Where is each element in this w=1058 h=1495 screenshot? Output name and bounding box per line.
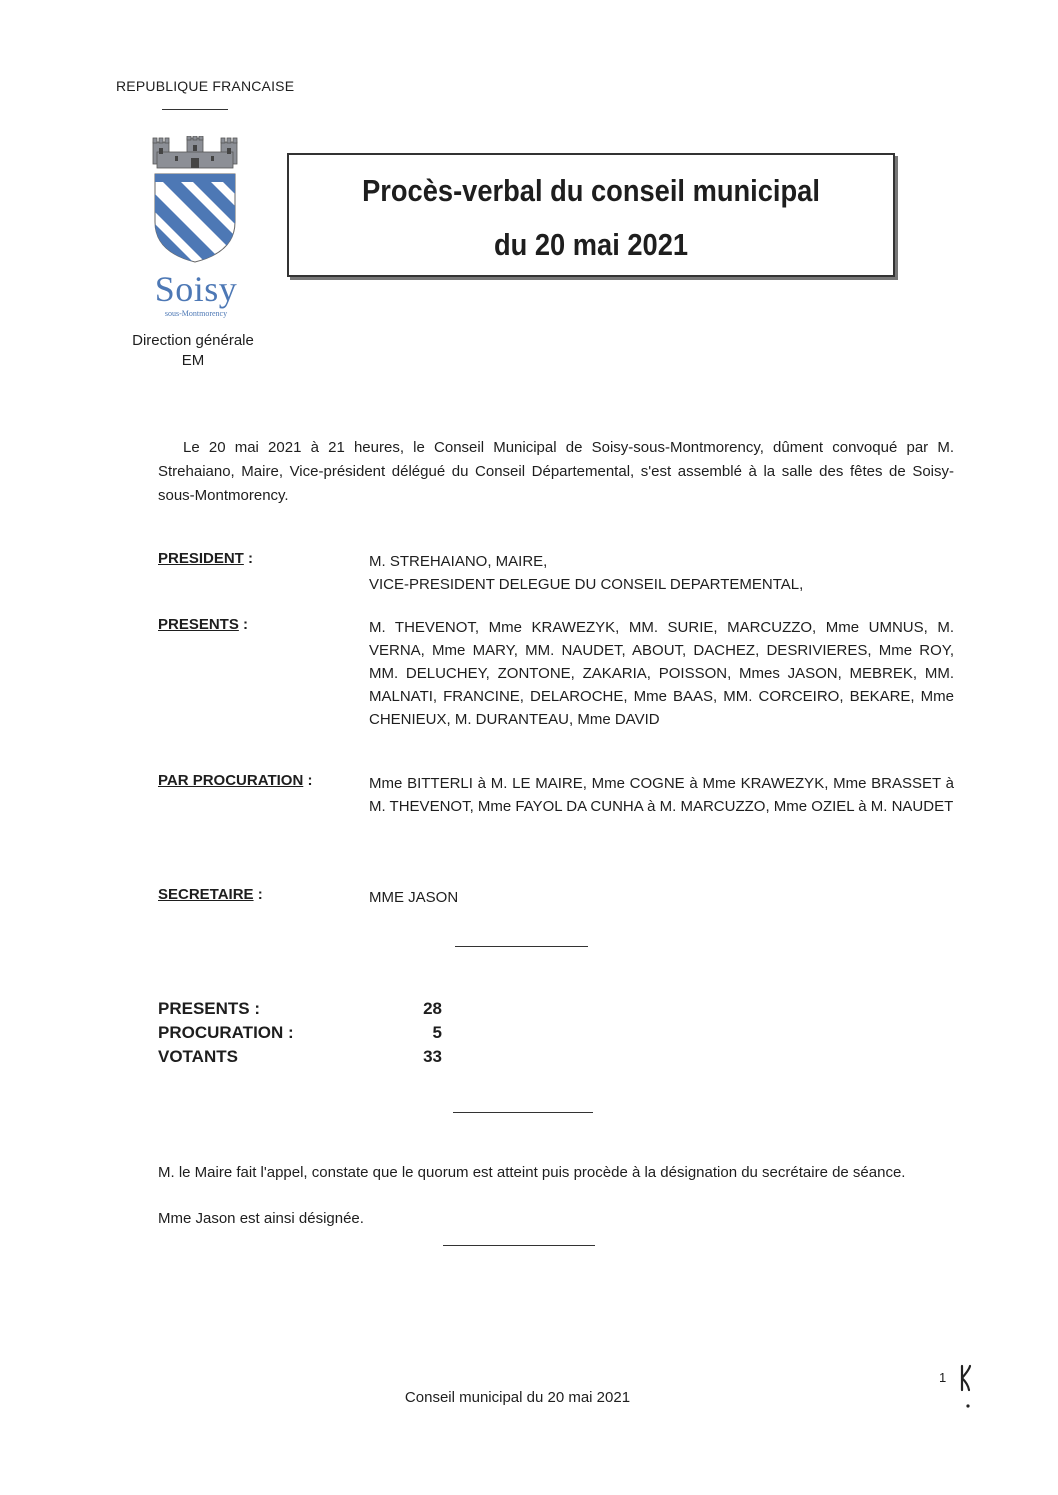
title-box: [287, 153, 895, 277]
intro-paragraph: [158, 436, 954, 508]
secretaire-value: MME JASON: [369, 889, 459, 906]
president-line: VICE-PRESIDENT DELEGUE DU CONSEIL DEPARTEMENTAL,: [369, 576, 804, 593]
separator-line: [455, 946, 588, 947]
city-logo-text: Soisy: [154, 269, 238, 309]
president-label: PRESIDENT :: [158, 550, 254, 567]
direction-block: [118, 331, 268, 371]
closing-designee: Mme Jason est ainsi désignée.: [158, 1210, 364, 1227]
document-date: du 20 mai 2021: [493, 227, 689, 262]
procuration-value: Mme BITTERLI à M. LE MAIRE, Mme COGNE à Mme KRAWEZYK, Mme BRASSET à M. THEVENOT, Mme FAYOL DA CUNHA à M. MARCUZZO, Mme OZIEL à M. NAUDET: [369, 775, 954, 815]
secretaire-label: SECRETAIRE :: [158, 886, 263, 903]
republic-header: REPUBLIQUE FRANCAISE: [116, 78, 295, 94]
direction-initials: EM: [181, 352, 205, 369]
count-procuration-label: PROCURATION :: [158, 1023, 294, 1042]
count-presents-value: 28: [423, 999, 442, 1018]
presents-label: PRESENTS :: [158, 616, 249, 633]
page-number: 1: [939, 1370, 947, 1385]
count-procuration-value: 5: [432, 1023, 442, 1042]
separator-line: [443, 1245, 595, 1246]
presents-value: M. THEVENOT, Mme KRAWEZYK, MM. SURIE, MARCUZZO, Mme UMNUS, M. VERNA, Mme MARY, MM. NAUDET, ABOUT, DACHEZ, DESRIVIERES, Mme ROY, MM. DELUCHEY, ZONTONE, ZAKARIA, POISSON, Mmes JASON, MEBREK, MM. MALNATI, FRANCINE, DELAROCHE, Mme BAAS, MM. CORCEIRO, BEKARE, Mme CHENIEUX, M. DURANTEAU, Mme DAVID: [369, 619, 954, 728]
header-rule: [162, 109, 228, 110]
president-line: M. STREHAIANO, MAIRE,: [369, 553, 548, 570]
count-votants-label: VOTANTS: [158, 1047, 238, 1066]
city-crest-icon: [147, 136, 243, 266]
city-logo-subtext: sous-Montmorency: [164, 309, 228, 318]
closing-appel: M. le Maire fait l'appel, constate que le quorum est atteint puis procède à la désignation du secrétaire de séance.: [158, 1164, 906, 1181]
count-votants-value: 33: [423, 1047, 442, 1066]
intro-text: Le 20 mai 2021 à 21 heures, le Conseil Municipal de Soisy-sous-Montmorency, dûment convoqué par M. Strehaiano, Maire, Vice-président délégué du Conseil Départemental, s'est assemblé à la salle des fêtes de Soisy-sous-Montmorency.: [158, 439, 954, 504]
count-presents-label: PRESENTS :: [158, 999, 261, 1018]
procuration-label: PAR PROCURATION :: [158, 772, 313, 789]
footer-text: Conseil municipal du 20 mai 2021: [404, 1389, 631, 1406]
president-value: [369, 550, 954, 596]
separator-line: [453, 1112, 593, 1113]
document-title: Procès-verbal du conseil municipal: [362, 173, 820, 208]
direction-line: Direction générale: [132, 332, 254, 349]
